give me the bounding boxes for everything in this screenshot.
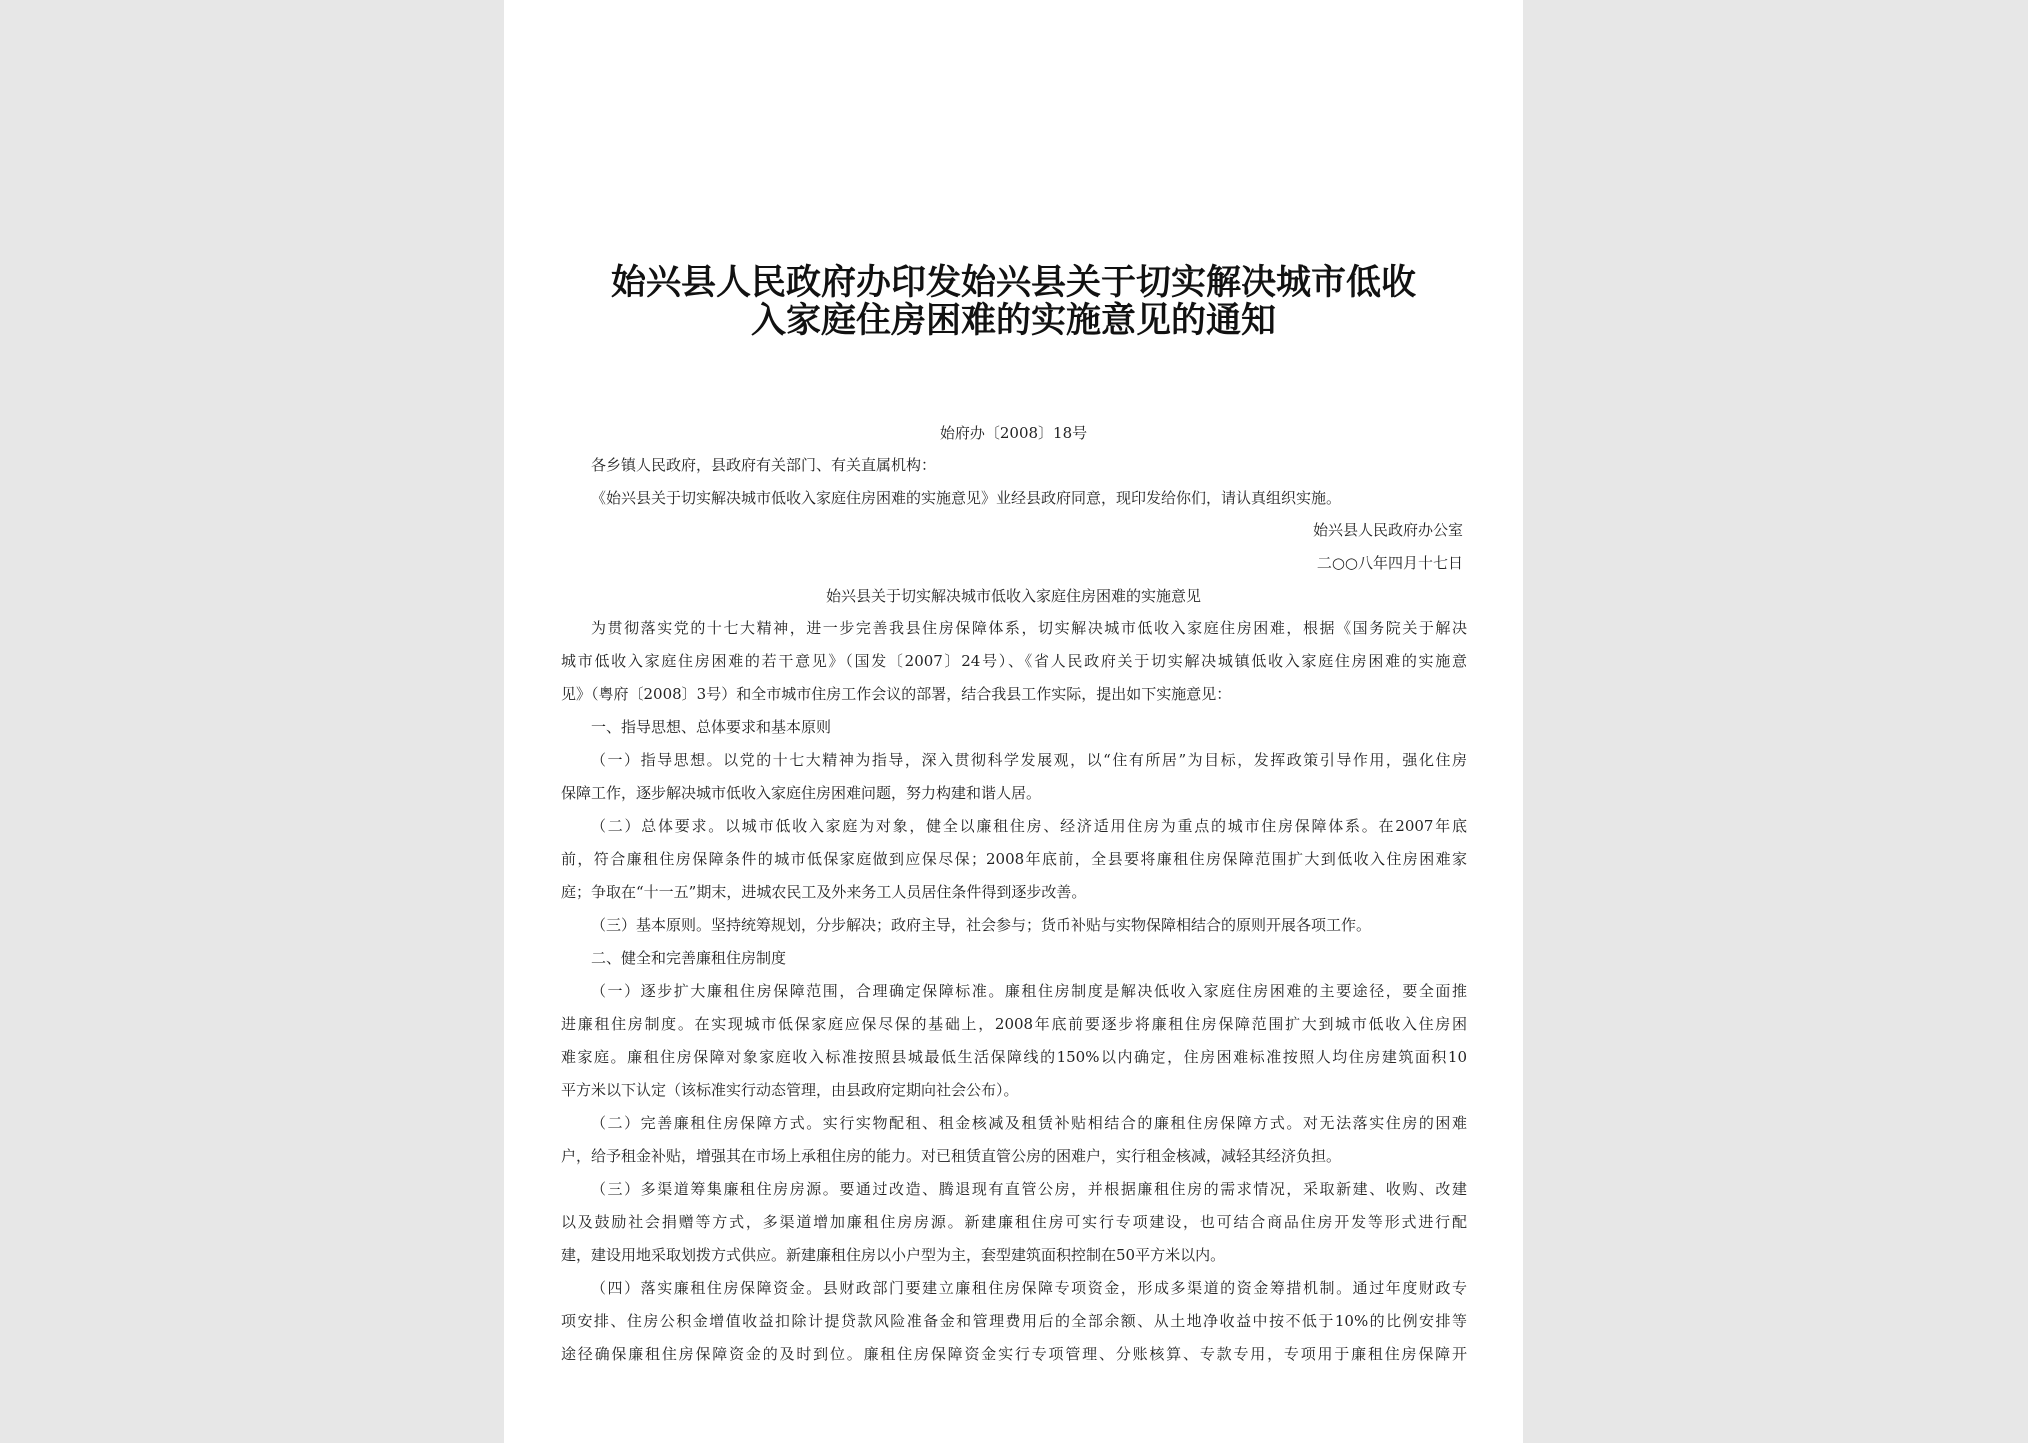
document-number: 始府办〔2008〕18号 [939,424,1088,442]
document-subtitle: 始兴县关于切实解决城市低收入家庭住房困难的实施意见 [825,587,1201,605]
body-line: 建，建设用地采取划拨方式供应。新建廉租住房以小户型为主，套型建筑面积控制在50平方米以内。 [561,1246,1226,1264]
body-line: 庭；争取在“十一五”期末，进城农民工及外来务工人员居住条件得到逐步改善。 [561,883,1087,901]
body-line: 难家庭。廉租住房保障对象家庭收入标准按照县城最低生活保障线的150%以内确定，住房困难标准按照人均住房建筑面积10 [561,1048,1467,1066]
body-line: 进廉租住房制度。在实现城市低保家庭应保尽保的基础上，2008年底前要逐步将廉租住房保障范围扩大到城市低收入住房困 [561,1015,1467,1033]
body-line: （四）落实廉租住房保障资金。县财政部门要建立廉租住房保障专项资金，形成多渠道的资金筹措机制。通过年度财政专 [591,1279,1467,1297]
body-line: 户，给予租金补贴，增强其在市场上承租住房的能力。对已租赁直管公房的困难户，实行租金核减，减轻其经济负担。 [561,1147,1342,1165]
body-line: （三）基本原则。坚持统筹规划，分步解决；政府主导，社会参与；货币补贴与实物保障相结合的原则开展各项工作。 [591,916,1372,934]
body-line: 保障工作，逐步解决城市低收入家庭住房困难问题，努力构建和谐人居。 [561,784,1042,802]
issuer-signature: 始兴县人民政府办公室 [1312,521,1463,539]
body-line: （二）总体要求。以城市低收入家庭为对象，健全以廉租住房、经济适用住房为重点的城市住房保障体系。在2007年底 [591,817,1467,835]
issue-date: 二○○八年四月十七日 [1316,554,1463,572]
body-line: 前，符合廉租住房保障条件的城市低保家庭做到应保尽保；2008年底前，全县要将廉租住房保障范围扩大到低收入住房困难家 [561,850,1467,868]
section-heading: 二、健全和完善廉租住房制度 [591,949,787,967]
body-line: （一）指导思想。以党的十七大精神为指导，深入贯彻科学发展观，以“住有所居”为目标，发挥政策引导作用，强化住房 [591,751,1467,769]
document-page [504,0,1523,1443]
intro-paragraph: 《始兴县关于切实解决城市低收入家庭住房困难的实施意见》业经县政府同意，现印发给你们，请认真组织实施。 [591,489,1342,507]
section-heading: 一、指导思想、总体要求和基本原则 [591,718,832,736]
document-title-line2: 入家庭住房困难的实施意见的通知 [750,300,1276,341]
addressee-line: 各乡镇人民政府，县政府有关部门、有关直属机构： [591,456,937,474]
body-line: （三）多渠道筹集廉租住房房源。要通过改造、腾退现有直管公房，并根据廉租住房的需求情况，采取新建、收购、改建 [591,1180,1467,1198]
body-line: 城市低收入家庭住房困难的若干意见》（国发〔2007〕24号）、《省人民政府关于切实解决城镇低收入家庭住房困难的实施意 [561,652,1467,670]
body-line: （一）逐步扩大廉租住房保障范围，合理确定保障标准。廉租住房制度是解决低收入家庭住房困难的主要途径，要全面推 [591,982,1467,1000]
body-line: 为贯彻落实党的十七大精神，进一步完善我县住房保障体系，切实解决城市低收入家庭住房困难，根据《国务院关于解决 [591,619,1467,637]
document-title-line1: 始兴县人民政府办印发始兴县关于切实解决城市低收 [610,262,1416,303]
body-line: 以及鼓励社会捐赠等方式，多渠道增加廉租住房房源。新建廉租住房可实行专项建设，也可结合商品住房开发等形式进行配 [561,1213,1467,1231]
body-line: 途径确保廉租住房保障资金的及时到位。廉租住房保障资金实行专项管理、分账核算、专款专用，专项用于廉租住房保障开 [561,1345,1467,1363]
body-line: 平方米以下认定（该标准实行动态管理，由县政府定期向社会公布）。 [561,1081,1019,1099]
body-line: 项安排、住房公积金增值收益扣除计提贷款风险准备金和管理费用后的全部余额、从土地净收益中按不低于10%的比例安排等 [561,1312,1467,1330]
body-line: 见》（粤府〔2008〕3号）和全市城市住房工作会议的部署，结合我县工作实际，提出如下实施意见： [561,685,1232,703]
body-line: （二）完善廉租住房保障方式。实行实物配租、租金核减及租赁补贴相结合的廉租住房保障方式。对无法落实住房的困难 [591,1114,1467,1132]
